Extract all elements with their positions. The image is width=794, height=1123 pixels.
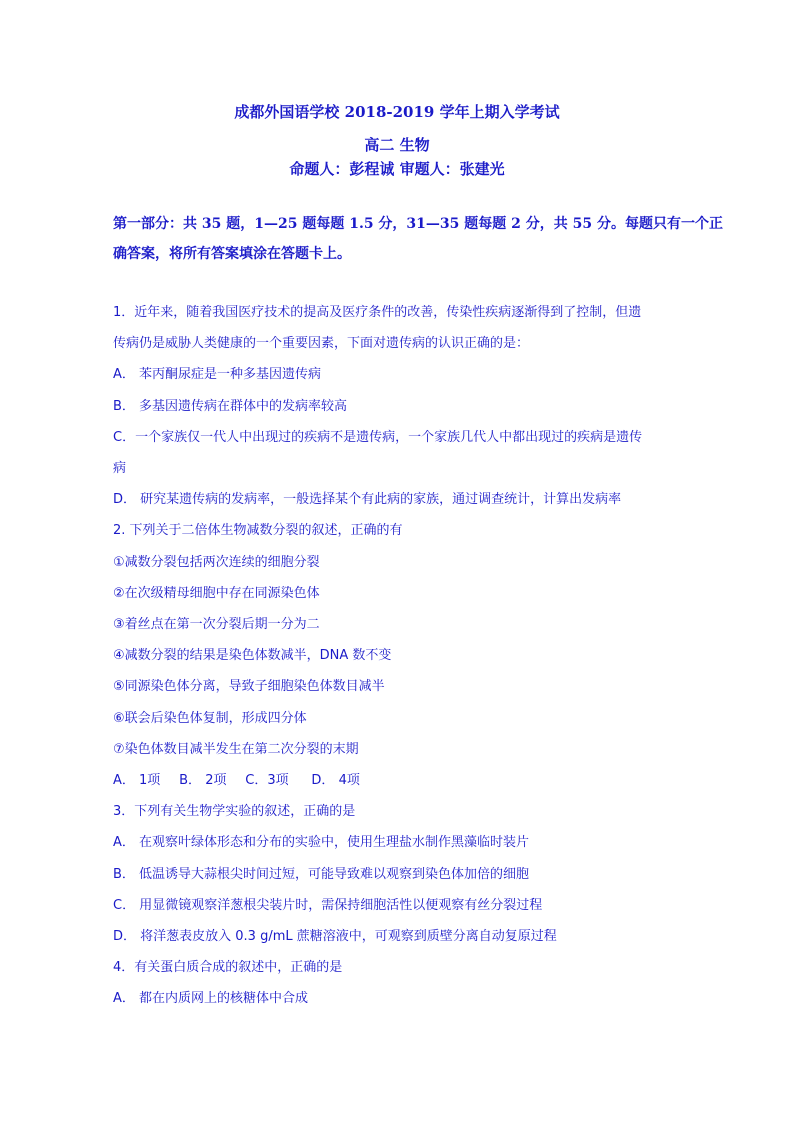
q1-stem-line: 1．近年来，随着我国医疗技术的提高及医疗条件的改善，传染性疾病逐渐得到了控制，但遗	[113, 305, 642, 320]
q1-option-d: D． 研究某遗传病的发病率，一般选择某个有此病的家族，通过调查统计，计算出发病率	[113, 492, 622, 508]
q2-statement: ⑦染色体数目减半发生在第二次分裂的末期	[113, 741, 359, 757]
q3-stem: 3．下列有关生物学实验的叙述，正确的是	[113, 804, 356, 820]
q2-statement: ①减数分裂包括两次连续的细胞分裂	[113, 554, 320, 570]
exam-title: 成都外国语学校 2018-2019 学年上期入学考试	[234, 103, 560, 121]
q2-statement: ⑥联会后染色体复制，形成四分体	[113, 710, 307, 726]
q4-stem: 4．有关蛋白质合成的叙述中，正确的是	[113, 960, 343, 976]
q2-statement: ⑤同源染色体分离，导致子细胞染色体数目减半	[113, 679, 385, 695]
instruction-line: 确答案，将所有答案填涂在答题卡上。	[113, 246, 351, 262]
q1-option-c-cont: 病	[113, 461, 127, 477]
q3-option-a: A． 在观察叶绿体形态和分布的实验中，使用生理盐水制作黑藻临时装片	[113, 835, 530, 851]
q2-option-d: D． 4项	[311, 773, 360, 789]
q1-option-c: C．一个家族仅一代人中出现过的疾病不是遗传病，一个家族几代人中都出现过的疾病是遗传	[113, 429, 643, 445]
instruction-line: 第一部分：共 35 题，1—25 题每题 1.5 分，31—35 题每题 2 分，共 55 分。每题只有一个正	[113, 216, 723, 232]
q1-option-b: B． 多基因遗传病在群体中的发病率较高	[113, 398, 348, 414]
question-list	[113, 297, 693, 1015]
q3-option-d: D． 将洋葱表皮放入 0.3 g/mL 蔗糖溶液中，可观察到质壁分离自动复原过程	[113, 929, 557, 945]
exam-authors: 命题人：彭程诚 审题人：张建光	[289, 160, 505, 178]
exam-subtitle: 高二 生物	[364, 136, 430, 154]
part-one-instructions	[113, 209, 723, 269]
q3-option-c: C． 用显微镜观察洋葱根尖装片时，需保持细胞活性以便观察有丝分裂过程	[113, 897, 543, 913]
q2-option-a: A． 1项	[113, 773, 161, 789]
q2-stem: 2. 下列关于二倍体生物减数分裂的叙述，正确的有	[113, 523, 403, 539]
q2-statement: ③着丝点在第一次分裂后期一分为二	[113, 617, 320, 633]
q2-statement: ②在次级精母细胞中存在同源染色体	[113, 585, 320, 601]
q2-option-b: B． 2项	[179, 773, 227, 789]
q2-statement: ④减数分裂的结果是染色体数减半，DNA 数不变	[113, 648, 392, 664]
q1-option-a: A． 苯丙酮尿症是一种多基因遗传病	[113, 367, 322, 383]
q3-option-b: B． 低温诱导大蒜根尖时间过短，可能导致难以观察到染色体加倍的细胞	[113, 866, 530, 882]
q2-option-c: C．3项	[245, 773, 289, 789]
q4-option-a: A． 都在内质网上的核糖体中合成	[113, 991, 309, 1007]
q2-options	[113, 765, 693, 796]
q1-stem-line: 传病仍是威胁人类健康的一个重要因素，下面对遗传病的认识正确的是：	[113, 336, 530, 352]
